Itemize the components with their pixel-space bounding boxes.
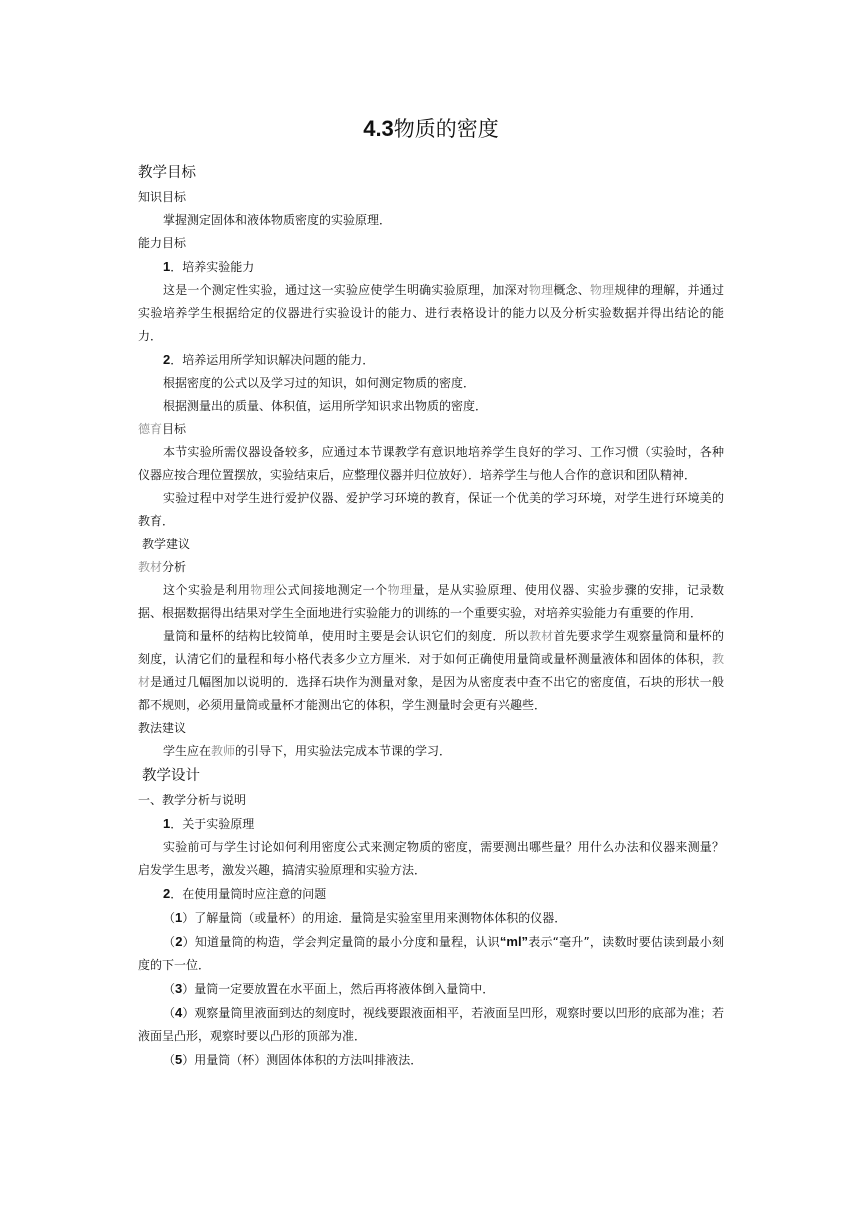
link-text: 物理: [387, 583, 413, 597]
subheading-textbook: 教材分析: [138, 560, 187, 574]
numbered-note: （3）量筒一定要放置在水平面上，然后再将液体倒入量筒中．: [163, 981, 495, 996]
link-text: 教材: [138, 652, 724, 689]
numbered-note: （4）观察量筒里液面到达的刻度时，视线要跟液面相平，若液面呈凹形，观察时要以凹形的底部为准；若液面呈凸形，观察时要以凸形的顶部为准．: [138, 1005, 724, 1043]
paragraph: 实验过程中对学生进行爱护仪器、爱护学习环境的教育，保证一个优美的学习环境，对学生进行环境美的教育．: [138, 491, 724, 528]
paragraph: 学生应在教师的引导下，用实验法完成本节课的学习．: [163, 744, 452, 758]
paragraph: 根据密度的公式以及学习过的知识，如何测定物质的密度．: [163, 376, 476, 390]
paragraph: 量筒和量杯的结构比较简单，使用时主要是会认识它们的刻度．所以教材首先要求学生观察量筒和量杯的刻度，认清它们的量程和每小格代表多少立方厘米．对于如何正确使用量筒或量杯测量液体和固体的体积，教材是通过几幅图加以说明的．选择石块作为测量对象，是因为从密度表中查不出它的密度值，石块的形状一般都不规则，必须用量筒或量杯才能测出它的体积，学生测量时会更有兴趣些．: [138, 629, 724, 712]
link-text: 教师: [211, 744, 236, 758]
link-text: 教材: [138, 560, 163, 574]
section-heading-goals: 教学目标: [138, 165, 196, 181]
paragraph: 本节实验所需仪器设备较多，应通过本节课教学有意识地培养学生良好的学习、工作习惯（实验时，各种仪器应按合理位置摆放，实验结束后，应整理仪器并归位放好）．培养学生与他人合作的意识和团队精神．: [138, 445, 724, 482]
page-title: [138, 112, 724, 148]
document-page: [138, 112, 724, 1072]
subheading-method: 教法建议: [138, 721, 187, 735]
paragraph: 实验前可与学生讨论如何利用密度公式来测定物质的密度，需要测出哪些量？用什么办法和仪器来测量？启发学生思考，激发兴趣，搞清实验原理和实验方法．: [138, 840, 724, 877]
link-text: 物理: [250, 583, 276, 597]
section-heading-design: 教学设计: [142, 768, 200, 784]
link-text: 物理: [589, 283, 615, 297]
numbered-note: （2）知道量筒的构造，学会判定量筒的最小分度和量程，认识“ml”表示“毫升”，读数时要估读到最小刻度的下一位．: [138, 934, 724, 972]
paragraph: 这是一个测定性实验，通过这一实验应使学生明确实验原理，加深对物理概念、物理规律的理解，并通过实验培养学生根据给定的仪器进行实验设计的能力、进行表格设计的能力以及分析实验数据并得出结论的能力．: [138, 283, 724, 343]
title-number: 4.3: [363, 116, 394, 141]
section-heading-suggestions: 教学建议: [142, 537, 191, 551]
subheading-analysis: 一、教学分析与说明: [138, 793, 247, 807]
subheading-ability: 能力目标: [138, 236, 187, 250]
numbered-item: 2．培养运用所学知识解决问题的能力．: [163, 352, 375, 367]
numbered-note: （5）用量筒（杯）测固体体积的方法叫排液法．: [163, 1052, 423, 1067]
numbered-item: 1．关于实验原理: [163, 816, 255, 831]
paragraph: 掌握测定固体和液体物质密度的实验原理．: [163, 213, 392, 227]
title-text: 物质的密度: [393, 117, 499, 141]
subheading-moral: 德育目标: [138, 422, 187, 436]
paragraph: 这个实验是利用物理公式间接地测定一个物理量，是从实验原理、使用仪器、实验步骤的安排，记录数据、根据数据得出结果对学生全面地进行实验能力的训练的一个重要实验，对培养实验能力有重要的作用．: [138, 583, 724, 620]
link-text: 德育: [138, 422, 163, 436]
link-text: 教材: [528, 629, 554, 643]
link-text: 物理: [528, 283, 554, 297]
numbered-item: 2．在使用量筒时应注意的问题: [163, 886, 327, 901]
paragraph: 根据测量出的质量、体积值，运用所学知识求出物质的密度．: [163, 399, 488, 413]
subheading-knowledge: 知识目标: [138, 190, 187, 204]
numbered-note: （1）了解量筒（或量杯）的用途．量筒是实验室里用来测物体体积的仪器．: [163, 910, 567, 925]
numbered-item: 1．培养实验能力: [163, 259, 255, 274]
